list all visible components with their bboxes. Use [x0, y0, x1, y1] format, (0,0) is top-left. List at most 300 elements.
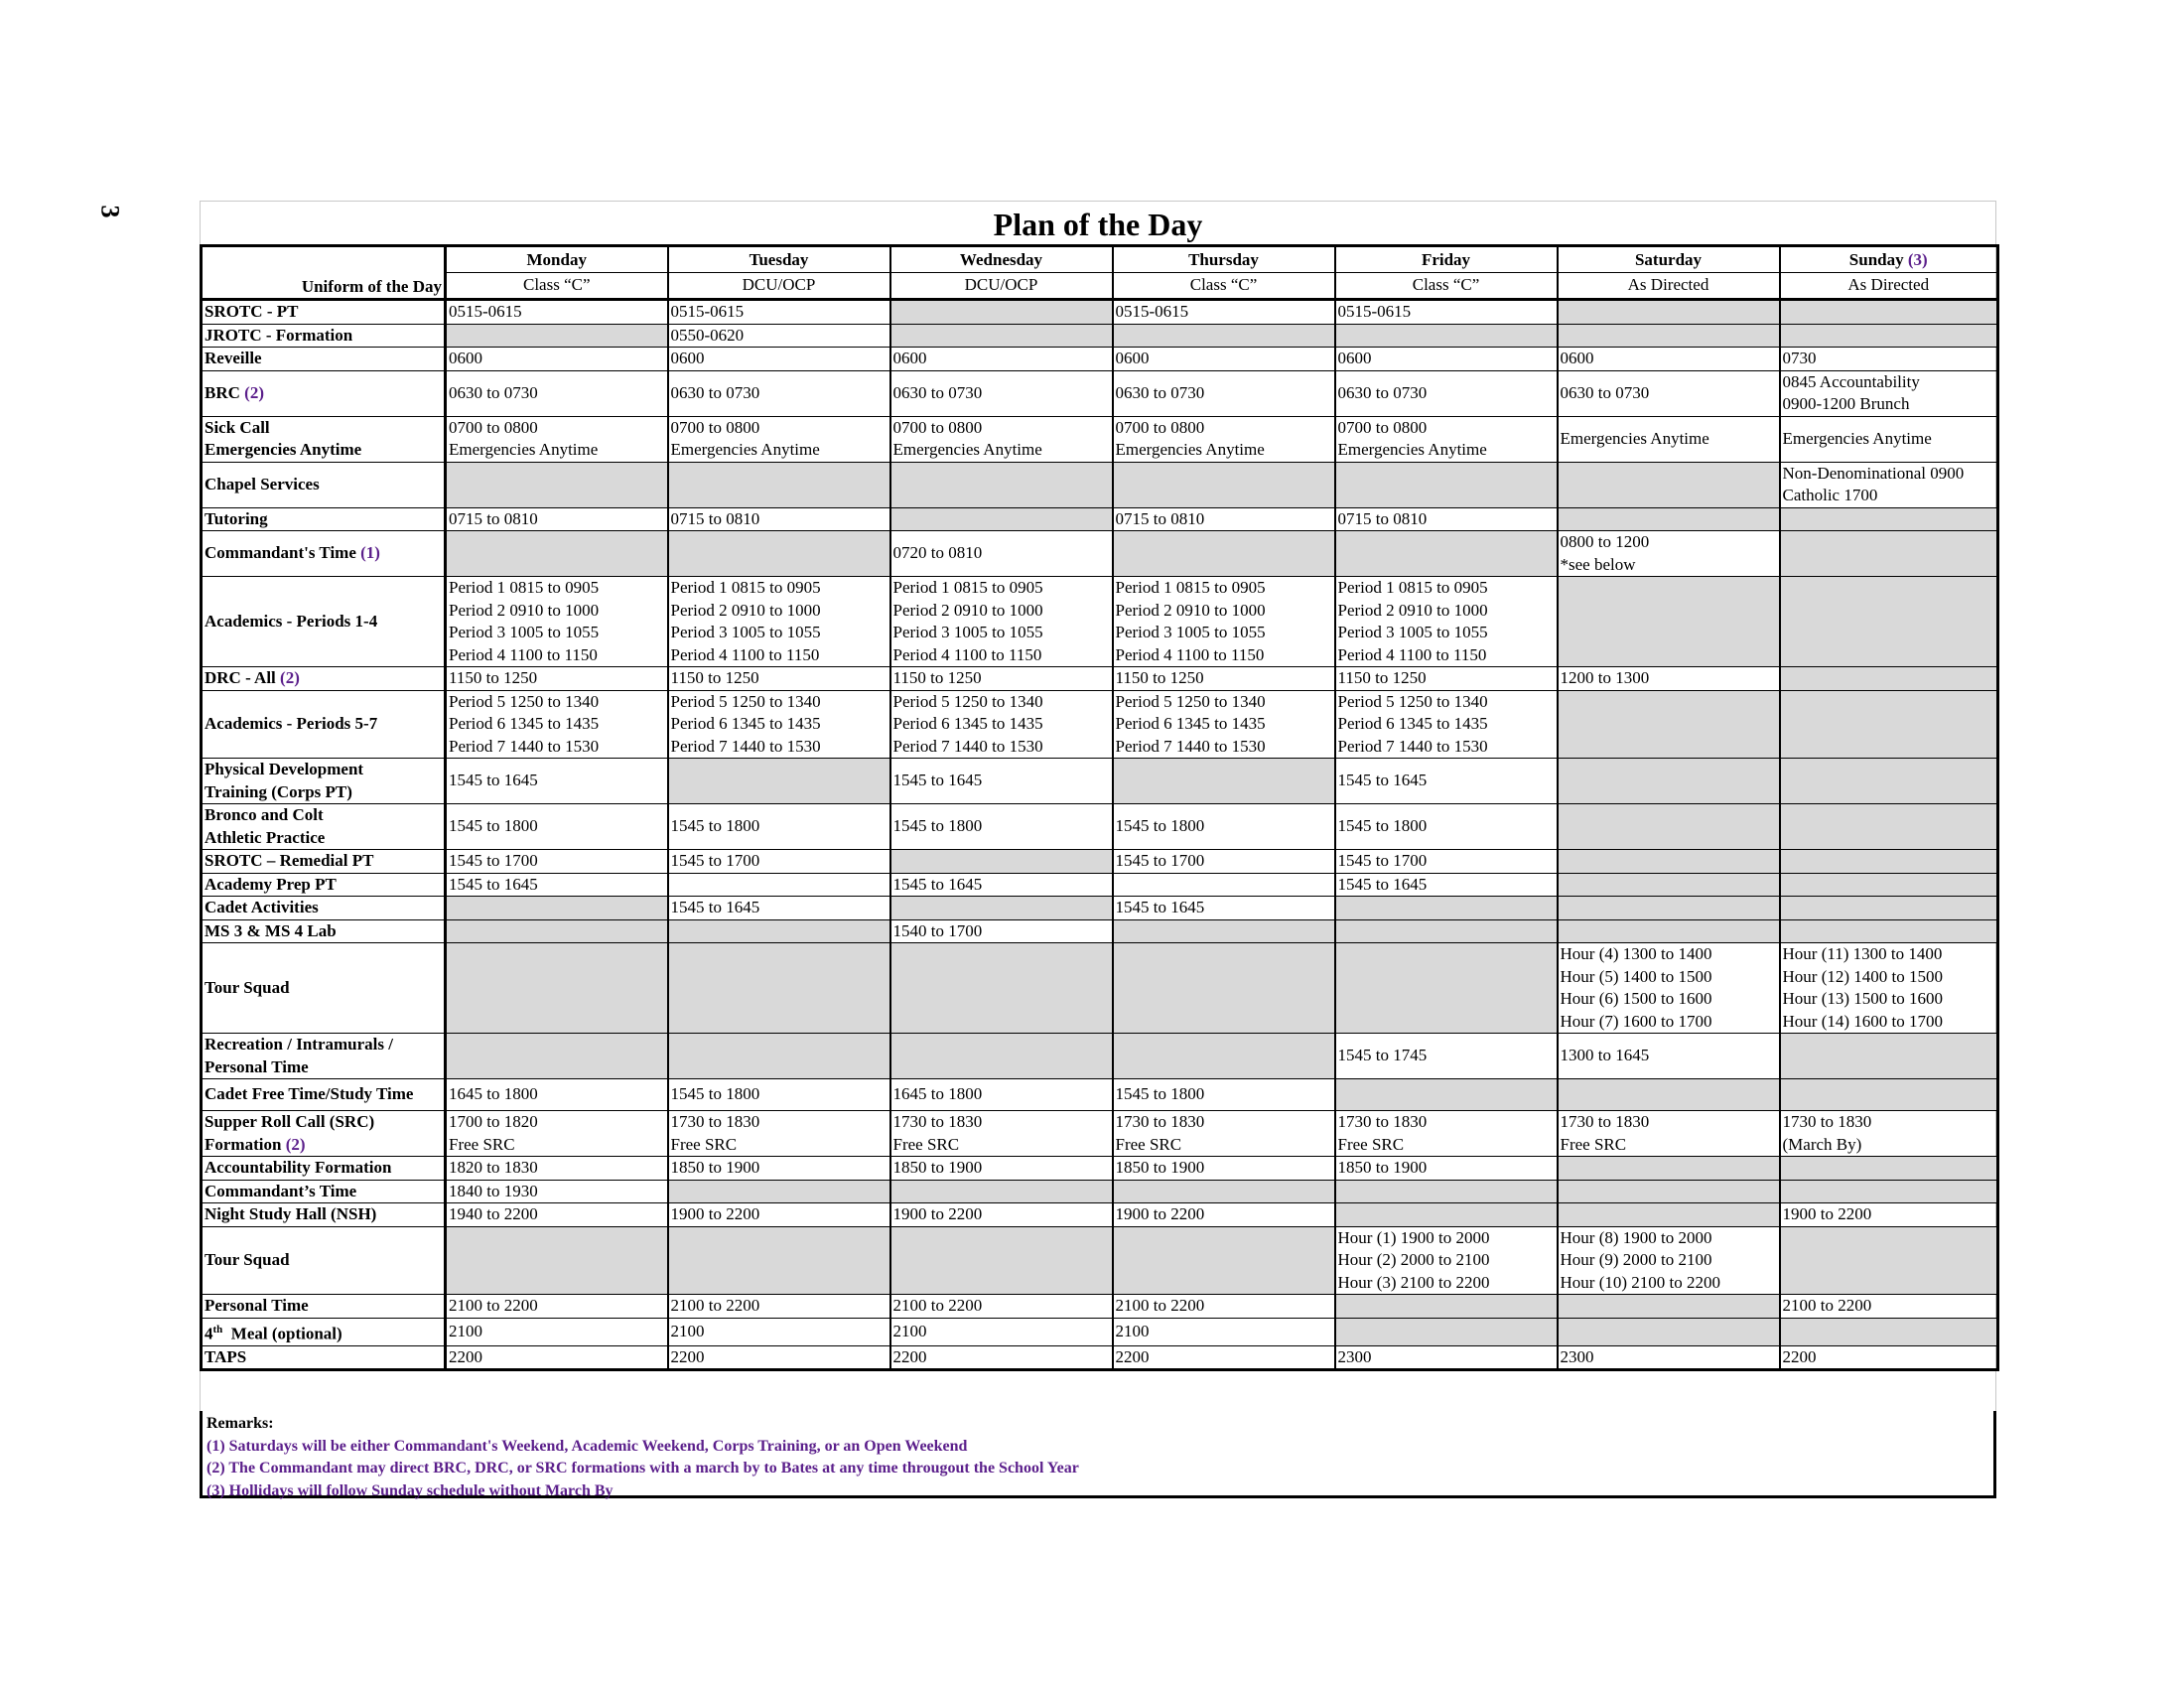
cell-line: Period 3 1005 to 1055: [1115, 623, 1266, 641]
row-label: [202, 1157, 446, 1181]
cell-line: Non-Denominational 0900: [1782, 463, 1965, 483]
label-text: Chapel Services: [205, 474, 320, 493]
schedule-cell: [668, 759, 890, 804]
cell-line: Hour (5) 1400 to 1500: [1560, 966, 1712, 986]
schedule-row: [202, 1345, 1998, 1370]
cell-line: 0800 to 1200: [1560, 532, 1650, 551]
schedule-cell: [1335, 1203, 1558, 1227]
cell-line: Period 3 1005 to 1055: [449, 623, 600, 641]
row-label: [202, 531, 446, 577]
schedule-cell: [1113, 577, 1335, 667]
row-label: [202, 577, 446, 667]
schedule-cell: [1780, 919, 1998, 943]
cell-line: 0900-1200 Brunch: [1782, 394, 1910, 413]
uniform-cell: As Directed: [1558, 273, 1780, 300]
label-text: BRC (2): [205, 382, 264, 402]
schedule-row: [202, 1203, 1998, 1227]
cell-line: 1730 to 1830: [1337, 1112, 1428, 1131]
cell-line: Hour (10) 2100 to 2200: [1560, 1272, 1720, 1292]
cell-line: Period 5 1250 to 1340: [1115, 691, 1266, 711]
schedule-cell: [1335, 1079, 1558, 1111]
schedule-body: [202, 300, 1998, 1370]
cell-line: *see below: [1560, 554, 1636, 574]
schedule-cell: [1558, 1180, 1780, 1203]
schedule-cell: [1780, 1034, 1998, 1079]
schedule-cell: [1558, 1318, 1780, 1345]
schedule-cell: 2200: [668, 1345, 890, 1370]
schedule-cell: [1335, 897, 1558, 920]
row-label: [202, 324, 446, 348]
schedule-cell: 1150 to 1250: [1113, 667, 1335, 691]
cell-line: Period 4 1100 to 1150: [449, 644, 598, 664]
schedule-cell: [1113, 943, 1335, 1034]
schedule-cell: 1545 to 1800: [668, 1079, 890, 1111]
schedule-cell: [890, 943, 1113, 1034]
label-text: Academy Prep PT: [205, 874, 337, 894]
schedule-cell: [1780, 507, 1998, 531]
schedule-cell: [890, 1034, 1113, 1079]
cell-line: Period 6 1345 to 1435: [449, 714, 600, 733]
schedule-cell: [1113, 919, 1335, 943]
row-label: [202, 348, 446, 371]
schedule-cell: [890, 300, 1113, 325]
schedule-cell: [1780, 850, 1998, 874]
schedule-cell: [1780, 759, 1998, 804]
cell-line: 1700 to 1820: [449, 1112, 538, 1131]
schedule-cell: [668, 416, 890, 462]
cell-line: Period 2 0910 to 1000: [670, 600, 821, 620]
schedule-cell: [1558, 759, 1780, 804]
cell-line: 0845 Accountability: [1782, 371, 1920, 391]
schedule-cell: 1900 to 2200: [1780, 1203, 1998, 1227]
day-name: Sunday: [1848, 249, 1904, 269]
schedule-cell: 1545 to 1645: [446, 873, 668, 897]
schedule-cell: 0715 to 0810: [1113, 507, 1335, 531]
label-text: JROTC - Formation: [205, 325, 353, 345]
schedule-cell: 0515-0615: [446, 300, 668, 325]
schedule-cell: [668, 1180, 890, 1203]
schedule-row: [202, 850, 1998, 874]
cell-line: Period 1 0815 to 0905: [670, 578, 821, 597]
schedule-row: [202, 1318, 1998, 1345]
schedule-cell: 2100: [1113, 1318, 1335, 1345]
schedule-cell: [1113, 1180, 1335, 1203]
schedule-cell: 2100 to 2200: [446, 1295, 668, 1319]
page-title: Plan of the Day: [993, 207, 1203, 242]
schedule-cell: 0600: [446, 348, 668, 371]
label-text: Training (Corps PT): [205, 781, 352, 801]
schedule-cell: Emergencies Anytime: [1558, 416, 1780, 462]
schedule-row: [202, 897, 1998, 920]
cell-line: Period 7 1440 to 1530: [892, 736, 1043, 756]
schedule-cell: 2200: [890, 1345, 1113, 1370]
label-note: (2): [285, 1134, 306, 1154]
schedule-cell: [1335, 1295, 1558, 1319]
schedule-cell: 1545 to 1645: [890, 873, 1113, 897]
schedule-cell: [446, 919, 668, 943]
schedule-cell: 2100 to 2200: [1113, 1295, 1335, 1319]
schedule-cell: [890, 850, 1113, 874]
schedule-cell: 1545 to 1800: [1335, 804, 1558, 850]
schedule-row: [202, 919, 1998, 943]
schedule-cell: [446, 690, 668, 759]
cell-line: Hour (4) 1300 to 1400: [1560, 944, 1712, 963]
cell-line: Period 1 0815 to 0905: [449, 578, 600, 597]
schedule-cell: 1545 to 1645: [668, 897, 890, 920]
cell-line: Free SRC: [1115, 1134, 1182, 1154]
schedule-cell: [668, 1226, 890, 1295]
label-note: (2): [280, 668, 300, 687]
schedule-cell: [1335, 690, 1558, 759]
schedule-cell: 1940 to 2200: [446, 1203, 668, 1227]
label-text: Bronco and Colt: [205, 805, 324, 824]
day-header-row: [202, 246, 1998, 273]
row-label: [202, 759, 446, 804]
schedule-cell: 1900 to 2200: [890, 1203, 1113, 1227]
schedule-cell: 1545 to 1800: [1113, 804, 1335, 850]
cell-line: Hour (8) 1900 to 2000: [1560, 1227, 1712, 1247]
schedule-cell: [1780, 577, 1998, 667]
day-name: Wednesday: [959, 249, 1043, 269]
schedule-cell: 2300: [1335, 1345, 1558, 1370]
row-label: [202, 1203, 446, 1227]
schedule-cell: [1558, 1203, 1780, 1227]
schedule-cell: [890, 690, 1113, 759]
schedule-cell: 1150 to 1250: [1335, 667, 1558, 691]
cell-line: Hour (9) 2000 to 2100: [1560, 1250, 1712, 1269]
row-label: [202, 873, 446, 897]
label-text: Personal Time: [205, 1056, 309, 1076]
row-label: [202, 943, 446, 1034]
remark-item: (1) Saturdays will be either Commandant's Weekend, Academic Weekend, Corps Training, or an Open Weekend: [206, 1437, 968, 1455]
remark-item: (2) The Commandant may direct BRC, DRC, or SRC formations with a march by to Bates at any time througout the School Year: [206, 1460, 1079, 1477]
schedule-cell: [1780, 1226, 1998, 1295]
schedule-cell: 1300 to 1645: [1558, 1034, 1780, 1079]
schedule-cell: 1150 to 1250: [446, 667, 668, 691]
schedule-cell: [668, 577, 890, 667]
schedule-cell: [668, 873, 890, 897]
cell-line: Period 5 1250 to 1340: [670, 691, 821, 711]
schedule-cell: [1780, 943, 1998, 1034]
row-label: [202, 416, 446, 462]
schedule-cell: [446, 1034, 668, 1079]
row-label: [202, 690, 446, 759]
day-header: [890, 246, 1113, 273]
schedule-cell: [668, 690, 890, 759]
schedule-cell: [1780, 1079, 1998, 1111]
schedule-cell: 1545 to 1700: [1335, 850, 1558, 874]
schedule-cell: 0600: [1113, 348, 1335, 371]
cell-line: Hour (11) 1300 to 1400: [1782, 944, 1943, 963]
label-text: Reveille: [205, 349, 262, 367]
schedule-cell: 2100 to 2200: [668, 1295, 890, 1319]
row-label: [202, 804, 446, 850]
schedule-cell: [1335, 577, 1558, 667]
schedule-row: [202, 462, 1998, 507]
schedule-cell: [1780, 873, 1998, 897]
cell-line: 1730 to 1830: [1560, 1112, 1650, 1131]
schedule-cell: 1200 to 1300: [1558, 667, 1780, 691]
schedule-cell: 0515-0615: [1113, 300, 1335, 325]
schedule-cell: [1558, 1226, 1780, 1295]
schedule-cell: [890, 577, 1113, 667]
schedule-cell: 1545 to 1700: [668, 850, 890, 874]
schedule-cell: [890, 416, 1113, 462]
schedule-cell: 1900 to 2200: [1113, 1203, 1335, 1227]
schedule-cell: 1820 to 1830: [446, 1157, 668, 1181]
schedule-cell: 0600: [890, 348, 1113, 371]
schedule-cell: 0715 to 0810: [446, 507, 668, 531]
schedule-cell: [1558, 850, 1780, 874]
schedule-cell: [1113, 1111, 1335, 1157]
schedule-cell: [668, 1111, 890, 1157]
schedule-cell: [1335, 919, 1558, 943]
schedule-cell: [1558, 507, 1780, 531]
schedule-cell: 2100 to 2200: [890, 1295, 1113, 1319]
schedule-cell: 2100: [668, 1318, 890, 1345]
schedule-cell: [668, 531, 890, 577]
schedule-cell: [1335, 1111, 1558, 1157]
schedule-cell: 0600: [1558, 348, 1780, 371]
schedule-cell: [1335, 324, 1558, 348]
schedule-cell: 2300: [1558, 1345, 1780, 1370]
schedule-cell: [1113, 1034, 1335, 1079]
schedule-cell: [446, 462, 668, 507]
cell-line: 0700 to 0800: [449, 417, 538, 437]
schedule-cell: [1558, 804, 1780, 850]
schedule-cell: [1113, 416, 1335, 462]
schedule-cell: 1150 to 1250: [668, 667, 890, 691]
schedule-row: [202, 577, 1998, 667]
cell-line: Free SRC: [892, 1134, 960, 1154]
schedule-cell: [668, 943, 890, 1034]
cell-line: Emergencies Anytime: [670, 440, 820, 459]
schedule-cell: [1558, 1111, 1780, 1157]
schedule-cell: 2100 to 2200: [1780, 1295, 1998, 1319]
schedule-row: [202, 1111, 1998, 1157]
schedule-cell: [446, 897, 668, 920]
schedule-row: [202, 370, 1998, 416]
cell-line: Hour (6) 1500 to 1600: [1560, 989, 1712, 1008]
schedule-row: [202, 507, 1998, 531]
schedule-row: [202, 943, 1998, 1034]
row-label: [202, 919, 446, 943]
cell-line: Hour (3) 2100 to 2200: [1337, 1272, 1490, 1292]
page-number: 3: [95, 205, 125, 218]
schedule-cell: 1545 to 1800: [446, 804, 668, 850]
schedule-cell: [1558, 300, 1780, 325]
schedule-cell: 0715 to 0810: [1335, 507, 1558, 531]
cell-line: Period 3 1005 to 1055: [1337, 623, 1488, 641]
cell-line: 1730 to 1830: [670, 1112, 760, 1131]
uniform-cell: As Directed: [1780, 273, 1998, 300]
header-corner: [202, 246, 446, 273]
remarks-heading: Remarks:: [206, 1415, 274, 1432]
schedule-cell: [1780, 1111, 1998, 1157]
schedule-cell: 2200: [446, 1345, 668, 1370]
cell-line: Emergencies Anytime: [1115, 440, 1265, 459]
schedule-cell: 2100: [446, 1318, 668, 1345]
schedule-cell: 0550-0620: [668, 324, 890, 348]
schedule-cell: 1545 to 1645: [890, 759, 1113, 804]
row-label: [202, 897, 446, 920]
label-text: Tour Squad: [205, 1250, 290, 1269]
cell-line: 1730 to 1830: [1115, 1112, 1205, 1131]
label-text: Athletic Practice: [205, 827, 326, 847]
schedule-cell: [1335, 1180, 1558, 1203]
label-text: Tour Squad: [205, 977, 290, 997]
schedule-row: [202, 1079, 1998, 1111]
cell-line: Hour (7) 1600 to 1700: [1560, 1011, 1712, 1031]
schedule-row: [202, 1180, 1998, 1203]
schedule-cell: [1558, 531, 1780, 577]
schedule-row: [202, 1034, 1998, 1079]
cell-line: Period 1 0815 to 0905: [1337, 578, 1488, 597]
cell-line: Period 3 1005 to 1055: [670, 623, 821, 641]
cell-line: Period 2 0910 to 1000: [1115, 600, 1266, 620]
schedule-cell: [1558, 873, 1780, 897]
schedule-cell: 0730: [1780, 348, 1998, 371]
row-label: [202, 1111, 446, 1157]
cell-line: Period 2 0910 to 1000: [892, 600, 1043, 620]
label-note: (2): [244, 382, 264, 402]
schedule-cell: [1113, 690, 1335, 759]
schedule-cell: [1335, 1318, 1558, 1345]
schedule-cell: 1645 to 1800: [446, 1079, 668, 1111]
schedule-cell: [668, 1034, 890, 1079]
schedule-cell: [890, 324, 1113, 348]
schedule-row: [202, 324, 1998, 348]
schedule-cell: [1780, 1180, 1998, 1203]
label-text: Recreation / Intramurals /: [205, 1035, 393, 1054]
schedule-cell: [1113, 1226, 1335, 1295]
schedule-cell: [1558, 1079, 1780, 1111]
row-label: [202, 300, 446, 325]
cell-line: Period 5 1250 to 1340: [449, 691, 600, 711]
label-text: Commandant’s Time: [205, 1181, 357, 1200]
schedule-cell: [1113, 324, 1335, 348]
label-text: DRC - All (2): [205, 668, 300, 687]
cell-line: Period 4 1100 to 1150: [670, 644, 820, 664]
schedule-cell: [1335, 462, 1558, 507]
day-header: [1558, 246, 1780, 273]
schedule-cell: [446, 324, 668, 348]
label-text: Cadet Free Time/Study Time: [205, 1084, 414, 1104]
schedule-cell: 0515-0615: [1335, 300, 1558, 325]
schedule-row: [202, 1295, 1998, 1319]
schedule-cell: [1558, 462, 1780, 507]
cell-line: Period 4 1100 to 1150: [1337, 644, 1487, 664]
schedule-cell: 0630 to 0730: [1335, 370, 1558, 416]
cell-line: 0700 to 0800: [1337, 417, 1428, 437]
schedule-cell: 2200: [1780, 1345, 1998, 1370]
label-text: Academics - Periods 1-4: [205, 611, 378, 631]
schedule-cell: 1545 to 1745: [1335, 1034, 1558, 1079]
schedule-cell: [1780, 667, 1998, 691]
schedule-cell: Emergencies Anytime: [1780, 416, 1998, 462]
schedule-cell: [446, 416, 668, 462]
uniform-cell: DCU/OCP: [890, 273, 1113, 300]
schedule-cell: [1780, 531, 1998, 577]
remark-item: (3) Hollidays will follow Sunday schedule without March By: [206, 1481, 614, 1499]
cell-line: Period 6 1345 to 1435: [1115, 714, 1266, 733]
schedule-cell: 1645 to 1800: [890, 1079, 1113, 1111]
schedule-cell: 1850 to 1900: [1335, 1157, 1558, 1181]
schedule-cell: 1150 to 1250: [890, 667, 1113, 691]
cell-line: Period 7 1440 to 1530: [1337, 736, 1488, 756]
cell-line: Period 6 1345 to 1435: [892, 714, 1043, 733]
row-label: [202, 1180, 446, 1203]
schedule-row: [202, 300, 1998, 325]
schedule-cell: [668, 919, 890, 943]
schedule-cell: 1540 to 1700: [890, 919, 1113, 943]
schedule-cell: [1780, 370, 1998, 416]
schedule-cell: [890, 1180, 1113, 1203]
schedule-cell: 1545 to 1800: [1113, 1079, 1335, 1111]
day-name: Monday: [526, 249, 587, 269]
schedule-cell: 0720 to 0810: [890, 531, 1113, 577]
schedule-cell: [1335, 531, 1558, 577]
row-label: [202, 1345, 446, 1370]
day-name: Friday: [1421, 249, 1471, 269]
cell-line: Emergencies Anytime: [1337, 440, 1487, 459]
cell-line: 1730 to 1830: [892, 1112, 983, 1131]
schedule-row: [202, 690, 1998, 759]
schedule-cell: [890, 1111, 1113, 1157]
label-text: Accountability Formation: [205, 1158, 392, 1177]
schedule-cell: [668, 462, 890, 507]
schedule-cell: [446, 1111, 668, 1157]
schedule-cell: 1545 to 1700: [1113, 850, 1335, 874]
schedule-cell: 0630 to 0730: [446, 370, 668, 416]
row-label: [202, 1226, 446, 1295]
schedule-cell: 1900 to 2200: [668, 1203, 890, 1227]
schedule-cell: 1850 to 1900: [890, 1157, 1113, 1181]
row-label: [202, 667, 446, 691]
schedule-row: [202, 759, 1998, 804]
label-text: Night Study Hall (NSH): [205, 1204, 377, 1223]
cell-line: Period 7 1440 to 1530: [1115, 736, 1266, 756]
day-name: Thursday: [1188, 249, 1259, 269]
label-text: Academics - Periods 5-7: [205, 714, 378, 733]
cell-line: 1730 to 1830: [1782, 1112, 1872, 1131]
row-label: [202, 507, 446, 531]
cell-line: 0700 to 0800: [670, 417, 760, 437]
label-text: Physical Development: [205, 760, 364, 778]
schedule-row: [202, 1157, 1998, 1181]
schedule-row: [202, 873, 1998, 897]
label-text: Formation (2): [205, 1134, 306, 1154]
day-name: Tuesday: [749, 249, 809, 269]
schedule-table: [200, 244, 1999, 1371]
uniform-label: Uniform of the Day: [202, 273, 446, 300]
schedule-cell: [890, 1226, 1113, 1295]
schedule-cell: [1780, 690, 1998, 759]
row-label: [202, 370, 446, 416]
schedule-cell: 1545 to 1800: [668, 804, 890, 850]
cell-line: Hour (12) 1400 to 1500: [1782, 966, 1943, 986]
schedule-cell: [1113, 462, 1335, 507]
cell-line: Hour (1) 1900 to 2000: [1337, 1227, 1490, 1247]
schedule-row: [202, 531, 1998, 577]
row-label: [202, 462, 446, 507]
cell-line: 0700 to 0800: [892, 417, 983, 437]
label-text: SROTC – Remedial PT: [205, 851, 374, 870]
cell-line: 0700 to 0800: [1115, 417, 1205, 437]
row-label: [202, 1318, 446, 1345]
schedule-cell: [1558, 324, 1780, 348]
label-text: 4: [205, 1324, 213, 1343]
